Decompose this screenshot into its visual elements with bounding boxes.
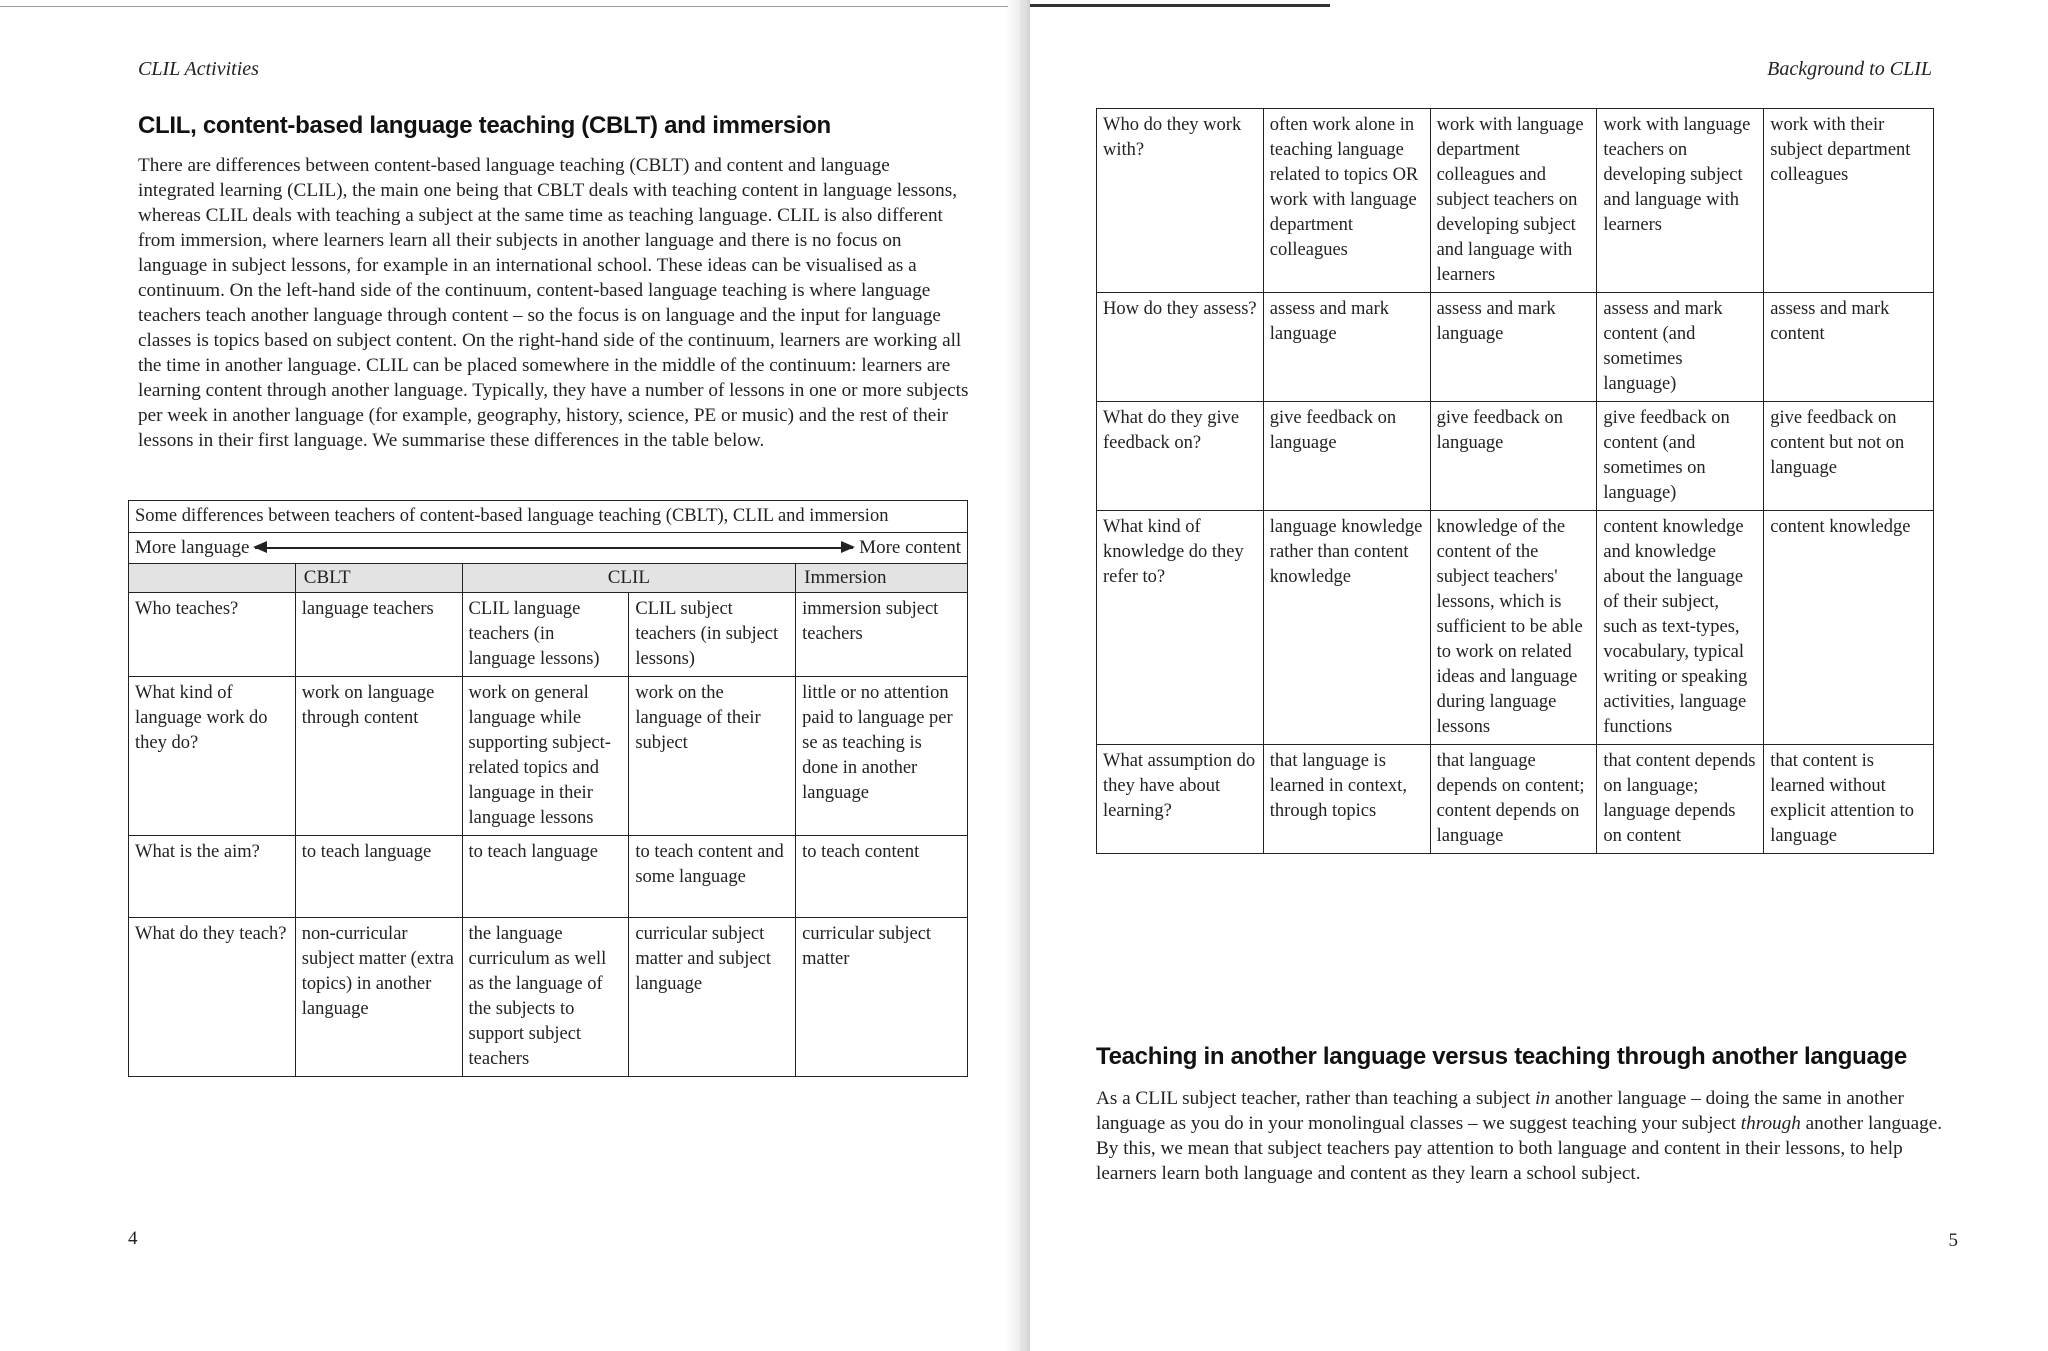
comparison-table (128, 500, 968, 1077)
cell-clil-language: work on general language while supporting subject-related topics and language in their language lessons (462, 677, 629, 836)
cell-immersion: give feedback on content but not on language (1764, 402, 1934, 511)
cell-cblt: non-curricular subject matter (extra topics) in another language (295, 918, 462, 1077)
cell-clil-subject: CLIL subject teachers (in subject lessons) (629, 593, 796, 677)
row-question: How do they assess? (1097, 293, 1264, 402)
cell-cblt: that language is learned in context, through topics (1263, 745, 1430, 854)
row-question: What kind of knowledge do they refer to? (1097, 511, 1264, 745)
table-row (129, 593, 968, 677)
table-row (1097, 745, 1934, 854)
cell-clil-language: that language depends on content; content depends on language (1430, 745, 1597, 854)
header-clil: CLIL (462, 564, 796, 593)
row-question: What do they give feedback on? (1097, 402, 1264, 511)
paragraph-text: another language – doing the same in another language as you do in your monolingual classes – we suggest teaching your subject (1096, 1088, 1904, 1134)
body-paragraph (1096, 1086, 1954, 1186)
table-row (1097, 293, 1934, 402)
cell-clil-subject: to teach content and some language (629, 836, 796, 918)
emphasis-text: in (1535, 1088, 1551, 1109)
table-row (129, 677, 968, 836)
cell-clil-subject: work with language teachers on developing subject and language with learners (1597, 109, 1764, 293)
table-caption: Some differences between teachers of content-based language teaching (CBLT), CLIL and immersion (129, 501, 968, 533)
cell-cblt: work on language through content (295, 677, 462, 836)
cell-clil-subject: that content depends on language; language depends on content (1597, 745, 1764, 854)
cell-immersion: to teach content (796, 836, 968, 918)
double-arrow-icon (255, 547, 853, 549)
header-cblt: CBLT (295, 564, 462, 593)
cell-cblt: assess and mark language (1263, 293, 1430, 402)
cell-immersion: content knowledge (1764, 511, 1934, 745)
emphasis-text: through (1740, 1113, 1801, 1134)
paragraph-text: another language. By this, we mean that subject teachers pay attention to both language and content in their lessons, to help learners learn both language and content as they learn a school subject. (1096, 1113, 1943, 1184)
arrow-label-right: More content (859, 537, 961, 558)
left-page (0, 0, 1020, 1351)
cell-immersion: immersion subject teachers (796, 593, 968, 677)
cell-clil-language: work with language department colleagues and subject teachers on developing subject and language with learners (1430, 109, 1597, 293)
page-number: 5 (1948, 1230, 1958, 1251)
cell-immersion: work with their subject department colleagues (1764, 109, 1934, 293)
cell-clil-language: the language curriculum as well as the language of the subjects to support subject teachers (462, 918, 629, 1077)
comparison-table-continued (1096, 108, 1934, 854)
cell-cblt: language teachers (295, 593, 462, 677)
row-question: What assumption do they have about learning? (1097, 745, 1264, 854)
running-head: CLIL Activities (138, 58, 259, 80)
section-heading: CLIL, content-based language teaching (CBLT) and immersion (138, 112, 831, 139)
row-question: Who teaches? (129, 593, 296, 677)
row-question: What kind of language work do they do? (129, 677, 296, 836)
row-question: What do they teach? (129, 918, 296, 1077)
table-row (1097, 402, 1934, 511)
top-rule (1030, 4, 1330, 7)
cell-cblt: often work alone in teaching language related to topics OR work with language department colleagues (1263, 109, 1430, 293)
cell-immersion: assess and mark content (1764, 293, 1934, 402)
header-immersion: Immersion (796, 564, 968, 593)
cell-cblt: to teach language (295, 836, 462, 918)
cell-clil-language: CLIL language teachers (in language lessons) (462, 593, 629, 677)
paragraph-text: As a CLIL subject teacher, rather than teaching a subject (1096, 1088, 1536, 1109)
running-head: Background to CLIL (1767, 58, 1932, 80)
arrow-label-left: More language (135, 537, 250, 558)
cell-clil-subject: work on the language of their subject (629, 677, 796, 836)
cell-clil-subject: give feedback on content (and sometimes on language) (1597, 402, 1764, 511)
page-number: 4 (128, 1228, 138, 1249)
table-header-row (129, 564, 968, 593)
body-paragraph: There are differences between content-based language teaching (CBLT) and content and language integrated learning (CLIL), the main one being that CBLT deals with teaching content in language lessons, whereas CLIL deals with teaching a subject at the same time as teaching language. CLIL is also different from immersion, where learners learn all their subjects in another language and there is no focus on language in subject lessons, for example in an international school. These ideas can be visualised as a continuum. On the left-hand side of the continuum, content-based language teaching is where language teachers teach another language through content – so the focus is on language and the input for language classes is topics based on subject content. On the right-hand side of the continuum, learners are working all the time in another language. CLIL can be placed somewhere in the middle of the continuum: learners are learning content through another language. Typically, they have a number of lessons in one or more subjects per week in another language (for example, geography, history, science, PE or music) and the rest of their lessons in their first language. We summarise these differences in the table below. (138, 155, 969, 451)
header-empty (129, 564, 296, 593)
cell-immersion: little or no attention paid to language per se as teaching is done in another language (796, 677, 968, 836)
cell-clil-subject: assess and mark content (and sometimes language) (1597, 293, 1764, 402)
cell-clil-language: knowledge of the content of the subject teachers' lessons, which is sufficient to be able to work on related ideas and language during language lessons (1430, 511, 1597, 745)
table-row (129, 918, 968, 1077)
cell-immersion: that content is learned without explicit attention to language (1764, 745, 1934, 854)
top-rule (0, 6, 1008, 7)
table-row (129, 836, 968, 918)
cell-clil-language: to teach language (462, 836, 629, 918)
cell-cblt: give feedback on language (1263, 402, 1430, 511)
row-question: What is the aim? (129, 836, 296, 918)
cell-clil-subject: curricular subject matter and subject language (629, 918, 796, 1077)
right-page (1030, 0, 2048, 1351)
cell-clil-language: assess and mark language (1430, 293, 1597, 402)
cell-cblt: language knowledge rather than content knowledge (1263, 511, 1430, 745)
table-row (1097, 109, 1934, 293)
section-heading: Teaching in another language versus teaching through another language (1096, 1043, 1907, 1070)
cell-clil-subject: content knowledge and knowledge about the language of their subject, such as text-types, vocabulary, typical writing or speaking activities, language functions (1597, 511, 1764, 745)
cell-clil-language: give feedback on language (1430, 402, 1597, 511)
table-row (1097, 511, 1934, 745)
row-question: Who do they work with? (1097, 109, 1264, 293)
continuum-arrow (129, 533, 968, 564)
cell-immersion: curricular subject matter (796, 918, 968, 1077)
